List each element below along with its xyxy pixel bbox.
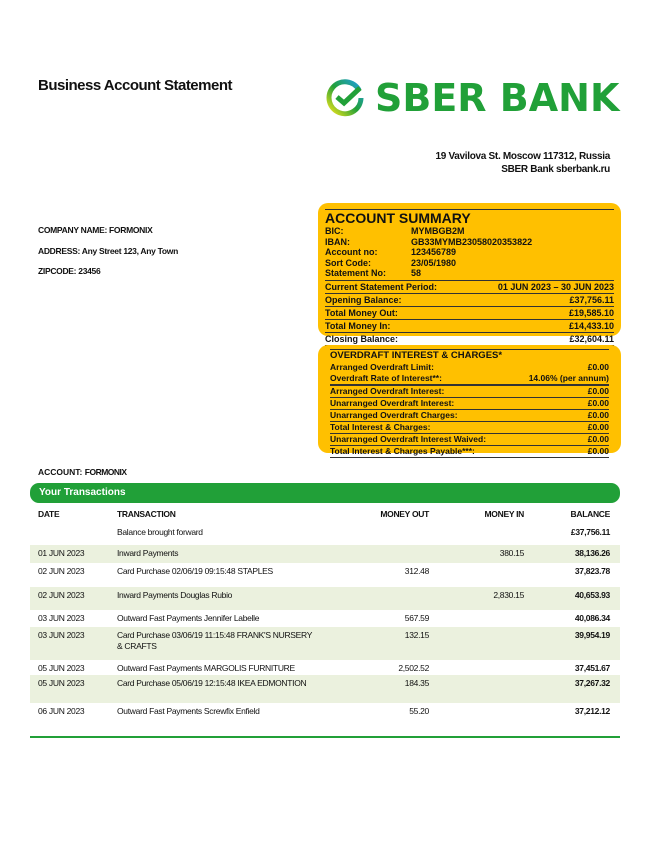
summary-row <box>325 247 614 258</box>
col-balance: BALANCE <box>570 509 610 519</box>
row-date: 01 JUN 2023 <box>38 548 85 558</box>
summary-row <box>330 433 609 445</box>
account-label-text: ACCOUNT: <box>38 467 83 477</box>
summary-row <box>330 421 609 433</box>
row-value: GB33MYMB23058020353822 <box>411 236 533 247</box>
row-transaction: Card Purchase 05/06/19 12:15:48 IKEA EDMONTION <box>117 678 307 688</box>
account-name: FORMONIX <box>84 467 127 477</box>
row-label: Account no: <box>325 247 378 257</box>
summary-row <box>325 237 614 248</box>
row-balance: 37,451.67 <box>574 663 610 673</box>
row-value: £14,433.10 <box>568 320 614 331</box>
row-value: £0.00 <box>587 398 609 408</box>
col-date: DATE <box>38 509 60 519</box>
row-value: £37,756.11 <box>569 294 614 305</box>
summary-title: ACCOUNT SUMMARY <box>325 209 614 226</box>
overdraft-title: OVERDRAFT INTEREST & CHARGES* <box>330 349 609 362</box>
document-title: Business Account Statement <box>38 77 232 94</box>
row-label: IBAN: <box>325 236 350 247</box>
row-value: 123456789 <box>411 247 457 257</box>
row-money-out: 312.48 <box>404 566 429 576</box>
row-balance: 37,823.78 <box>574 566 610 576</box>
row-label: Total Interest & Charges: <box>330 422 431 432</box>
table-row <box>30 587 620 610</box>
table-row <box>30 545 620 563</box>
row-money-out: 55.20 <box>409 706 429 716</box>
summary-row <box>325 268 614 279</box>
row-money-out: 132.15 <box>404 630 429 640</box>
row-date: 05 JUN 2023 <box>38 663 85 673</box>
row-money-out: 184.35 <box>404 678 429 688</box>
sber-check-icon <box>325 78 365 118</box>
row-label: Overdraft Rate of Interest**: <box>330 373 442 383</box>
table-row <box>30 524 620 545</box>
row-label: Current Statement Period: <box>325 281 438 292</box>
logo-text: SBER BANK <box>375 76 620 120</box>
summary-row <box>325 306 614 319</box>
col-money-in: MONEY IN <box>484 509 524 519</box>
row-date: 05 JUN 2023 <box>38 678 85 688</box>
account-summary <box>318 203 621 344</box>
row-value: £0.00 <box>587 446 609 456</box>
row-label: Unarranged Overdraft Charges: <box>330 410 458 420</box>
row-label: Total Money Out: <box>325 307 398 318</box>
table-row <box>30 563 620 587</box>
company-name: COMPANY NAME: FORMONIX <box>38 225 153 235</box>
company-address: ADDRESS: Any Street 123, Any Town <box>38 246 178 256</box>
summary-row <box>330 445 609 458</box>
row-date: 03 JUN 2023 <box>38 613 85 623</box>
row-value: MYMBGB2M <box>411 226 465 236</box>
transactions-header-bar: Your Transactions <box>30 483 620 503</box>
row-date: 02 JUN 2023 <box>38 590 85 600</box>
row-value: £0.00 <box>587 410 609 420</box>
row-label: Sort Code: <box>325 257 371 268</box>
row-transaction: Card Purchase 03/06/19 11:15:48 FRANK'S NURSERY & CRAFTS <box>117 630 312 651</box>
summary-row <box>325 319 614 332</box>
row-balance: 37,267.32 <box>574 678 610 688</box>
row-label: Closing Balance: <box>325 333 399 344</box>
summary-row <box>330 397 609 409</box>
row-date: 06 JUN 2023 <box>38 706 85 716</box>
company-zipcode: ZIPCODE: 23456 <box>38 266 101 276</box>
row-value: £0.00 <box>587 386 609 396</box>
row-label: Unarranged Overdraft Interest: <box>330 398 455 408</box>
row-transaction: Card Purchase 02/06/19 09:15:48 STAPLES <box>117 566 273 576</box>
row-transaction: Outward Fast Payments MARGOLIS FURNITURE <box>117 663 295 673</box>
row-transaction: Outward Fast Payments Jennifer Labelle <box>117 613 260 623</box>
row-value: 01 JUN 2023 – 30 JUN 2023 <box>497 281 614 292</box>
summary-row <box>330 362 609 373</box>
row-value: £32,604.11 <box>569 333 614 344</box>
row-balance: 40,653.93 <box>574 590 610 600</box>
row-label: Arranged Overdraft Limit: <box>330 362 434 372</box>
row-balance: 39,954.19 <box>574 630 610 640</box>
summary-row <box>325 258 614 269</box>
row-value: 58 <box>411 268 422 278</box>
col-transaction: TRANSACTION <box>117 509 176 519</box>
row-money-in: 380.15 <box>499 548 524 558</box>
table-row <box>30 660 620 675</box>
table-row <box>30 610 620 627</box>
row-label: Total Interest & Charges Payable***: <box>330 446 475 456</box>
overdraft-summary <box>318 345 621 456</box>
row-value: £19,585.10 <box>568 307 614 318</box>
summary-row <box>325 332 614 346</box>
summary-row <box>330 373 609 385</box>
summary-row <box>325 280 614 293</box>
row-money-in: 2,830.15 <box>493 590 524 600</box>
table-row <box>30 627 620 660</box>
address-line: 19 Vavilova St. Moscow 117312, Russia <box>435 151 610 162</box>
address-line: SBER Bank sberbank.ru <box>501 164 610 175</box>
bottom-divider <box>30 736 620 738</box>
row-label: Statement No: <box>325 268 387 278</box>
row-money-out: 2,502.52 <box>398 663 429 673</box>
row-transaction: Outward Fast Payments Screwfix Enfield <box>117 706 260 716</box>
row-balance: 38,136.26 <box>574 548 610 558</box>
row-date: 02 JUN 2023 <box>38 566 85 576</box>
table-row <box>30 703 620 725</box>
row-label: BIC: <box>325 226 344 236</box>
col-money-out: MONEY OUT <box>380 509 429 519</box>
row-value: £0.00 <box>587 434 609 444</box>
bank-address <box>435 150 610 176</box>
table-row <box>30 675 620 703</box>
summary-row <box>325 226 614 237</box>
row-label: Arranged Overdraft Interest: <box>330 386 445 396</box>
account-label <box>38 467 127 477</box>
row-value: 23/05/1980 <box>411 257 457 268</box>
row-transaction: Balance brought forward <box>117 527 203 537</box>
row-label: Unarranged Overdraft Interest Waived: <box>330 434 487 444</box>
summary-row <box>325 293 614 306</box>
row-balance: £37,756.11 <box>570 527 610 537</box>
transactions-table <box>30 524 620 725</box>
row-date: 03 JUN 2023 <box>38 630 85 640</box>
row-value: £0.00 <box>587 362 609 372</box>
row-value: £0.00 <box>587 422 609 432</box>
row-label: Opening Balance: <box>325 294 402 305</box>
row-transaction: Inward Payments <box>117 548 179 558</box>
bank-logo <box>325 76 619 120</box>
summary-row <box>330 409 609 421</box>
row-transaction: Inward Payments Douglas Rubio <box>117 590 233 600</box>
row-balance: 37,212.12 <box>574 706 610 716</box>
row-value: 14.06% (per annum) <box>528 373 609 383</box>
row-balance: 40,086.34 <box>574 613 610 623</box>
row-label: Total Money In: <box>325 320 391 331</box>
row-money-out: 567.59 <box>404 613 429 623</box>
summary-row <box>330 385 609 397</box>
